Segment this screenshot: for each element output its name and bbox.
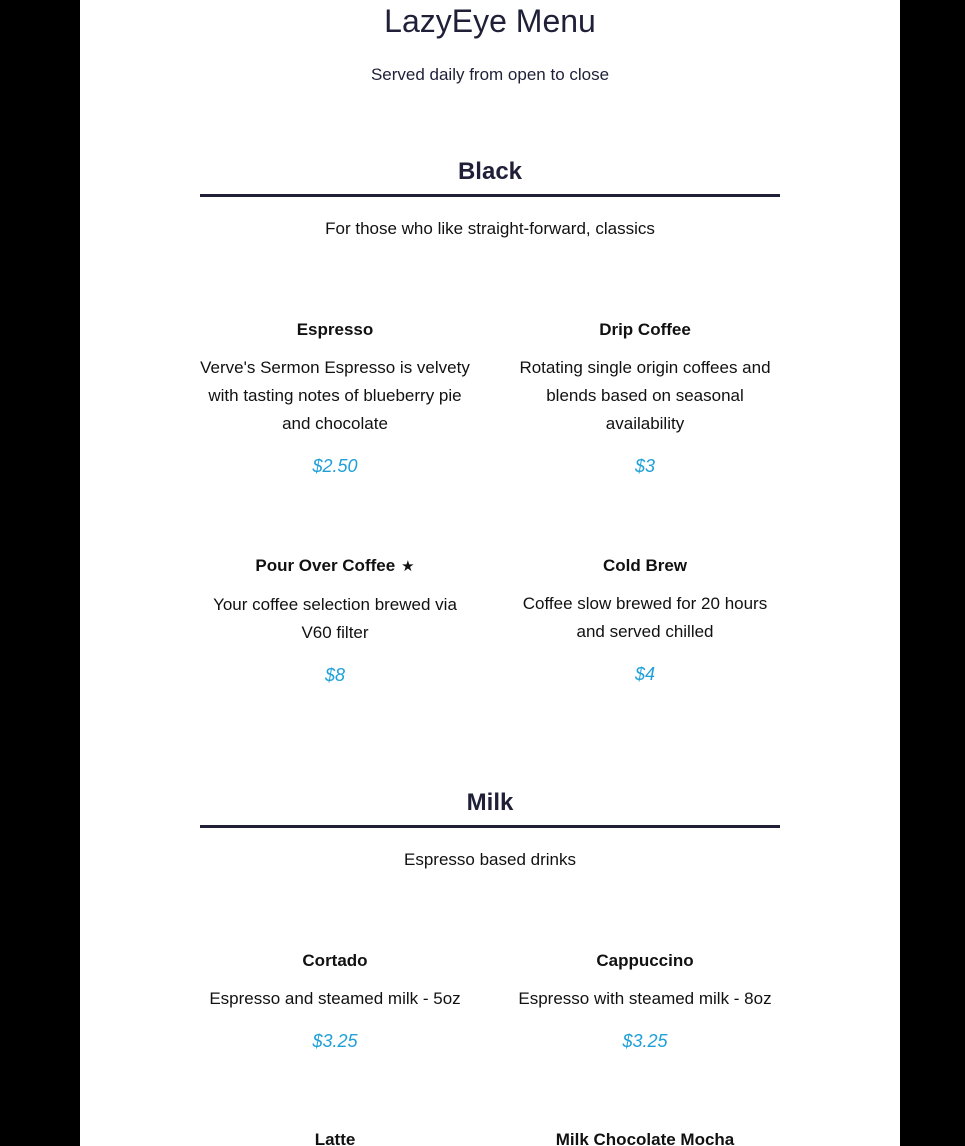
item-price: $2.50 [312,456,358,476]
item-price: $4 [634,664,656,684]
menu-item-cappuccino [510,950,780,1053]
item-name: Cold Brew [602,556,688,575]
section-divider [200,194,780,197]
item-description: Espresso and steamed milk - 5oz [209,989,461,1008]
star-icon: ★ [401,558,415,575]
menu-section-milk [200,787,780,1146]
item-description: Espresso with steamed milk - 8oz [518,989,772,1008]
menu-item-latte [200,1129,470,1146]
menu-item-cold-brew [510,555,780,686]
menu-item-milk-chocolate-mocha [510,1129,780,1146]
item-description: Rotating single origin coffees and blends based on seasonal availability [519,358,771,433]
menu-section-black [200,156,780,685]
section-divider [200,825,780,828]
item-price: $3.25 [312,1031,358,1051]
item-name [200,555,470,578]
item-name: Cortado [302,951,368,970]
section-title: Black [457,158,523,185]
item-name: Espresso [296,320,374,339]
item-description: Coffee slow brewed for 20 hours and served chilled [522,594,768,641]
item-name: Drip Coffee [599,320,691,339]
item-name: Cappuccino [596,951,694,970]
section-description: For those who like straight-forward, classics [325,219,655,238]
item-description: Your coffee selection brewed via V60 filter [213,595,457,642]
item-description: Verve's Sermon Espresso is velvety with tasting notes of blueberry pie and chocolate [200,358,470,433]
menu-subtitle: Served daily from open to close [370,65,610,84]
item-price: $3 [634,456,656,476]
section-description: Espresso based drinks [404,850,576,869]
section-title: Milk [466,789,514,816]
menu-item-cortado [200,950,470,1053]
item-name: Milk Chocolate Mocha [555,1130,735,1146]
menu-item-pour-over-coffee [200,555,470,687]
item-price: $3.25 [622,1031,668,1051]
menu-item-drip-coffee [510,319,780,478]
menu-title: LazyEye Menu [384,3,596,39]
menu-page [80,0,900,1146]
menu-item-espresso [200,319,470,478]
item-name-text: Pour Over Coffee [255,556,396,575]
item-name: Latte [314,1130,356,1146]
item-price: $8 [324,665,346,685]
